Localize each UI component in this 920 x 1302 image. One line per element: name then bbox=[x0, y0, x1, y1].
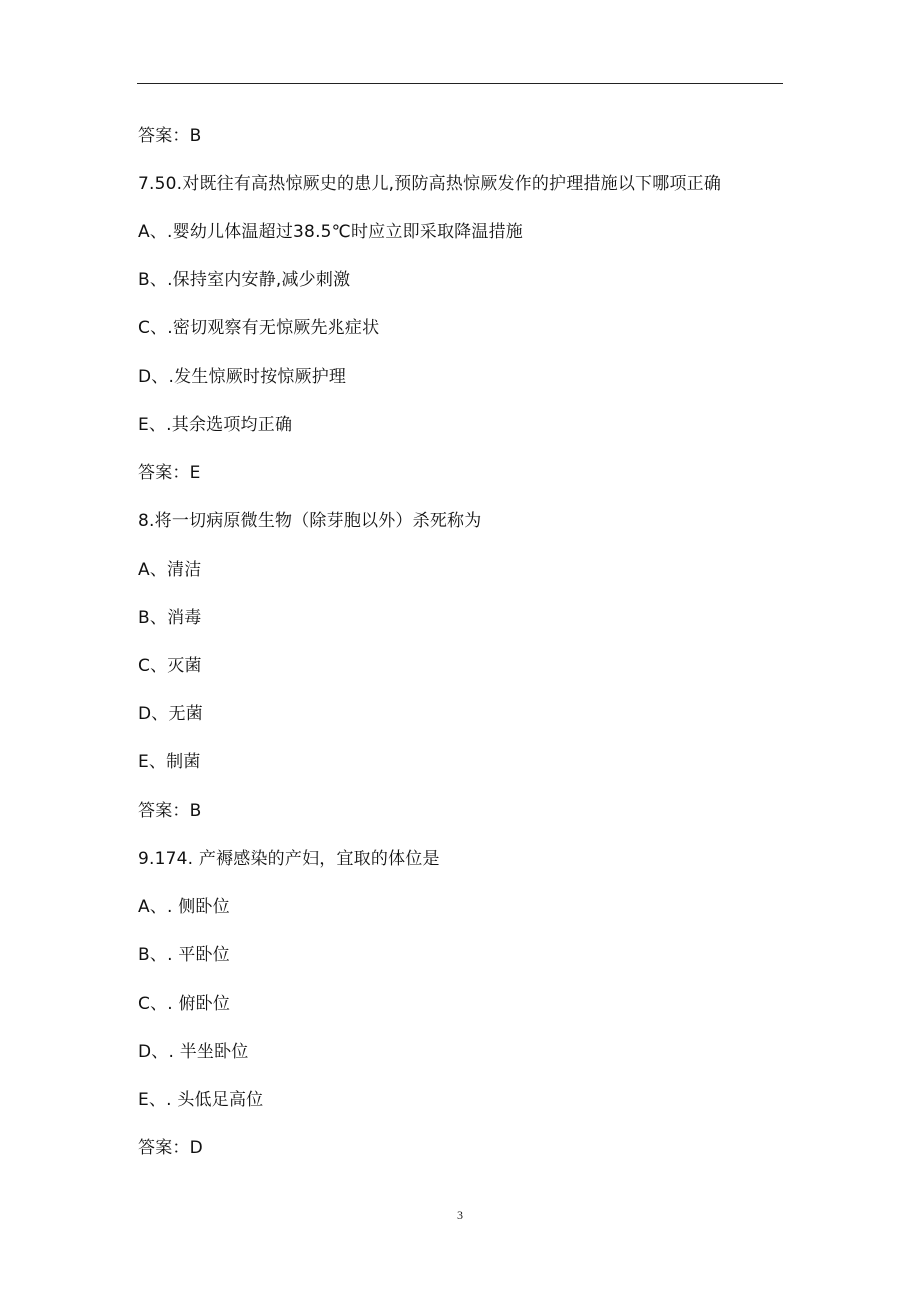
header-rule bbox=[137, 83, 783, 84]
q8-option-e: E、制菌 bbox=[138, 752, 201, 772]
question-9: 9.174. 产褥感染的产妇，宜取的体位是 bbox=[138, 849, 440, 869]
q7-option-b: B、.保持室内安静,减少刺激 bbox=[138, 270, 351, 290]
q7-option-a: A、.婴幼儿体温超过38.5℃时应立即采取降温措施 bbox=[138, 222, 523, 242]
q9-option-c: C、. 俯卧位 bbox=[138, 994, 231, 1014]
answer-line-q6: 答案：B bbox=[138, 126, 202, 146]
q9-option-a: A、. 侧卧位 bbox=[138, 897, 230, 917]
q7-option-c: C、.密切观察有无惊厥先兆症状 bbox=[138, 318, 380, 338]
q8-option-d: D、无菌 bbox=[138, 704, 203, 724]
q7-option-e: E、.其余选项均正确 bbox=[138, 415, 293, 435]
question-8: 8.将一切病原微生物（除芽胞以外）杀死称为 bbox=[138, 511, 482, 531]
page-number: 3 bbox=[457, 1208, 463, 1222]
question-7: 7.50.对既往有高热惊厥史的患儿,预防高热惊厥发作的护理措施以下哪项正确 bbox=[138, 174, 722, 194]
q9-option-e: E、. 头低足高位 bbox=[138, 1090, 264, 1110]
q8-option-c: C、灭菌 bbox=[138, 656, 202, 676]
q7-option-d: D、.发生惊厥时按惊厥护理 bbox=[138, 367, 347, 387]
q9-option-d: D、. 半坐卧位 bbox=[138, 1042, 249, 1062]
q8-option-b: B、消毒 bbox=[138, 608, 202, 628]
q7-answer: 答案：E bbox=[138, 463, 201, 483]
q8-answer: 答案：B bbox=[138, 801, 202, 821]
q9-option-b: B、. 平卧位 bbox=[138, 945, 230, 965]
q9-answer: 答案：D bbox=[138, 1138, 203, 1158]
q8-option-a: A、清洁 bbox=[138, 560, 202, 580]
